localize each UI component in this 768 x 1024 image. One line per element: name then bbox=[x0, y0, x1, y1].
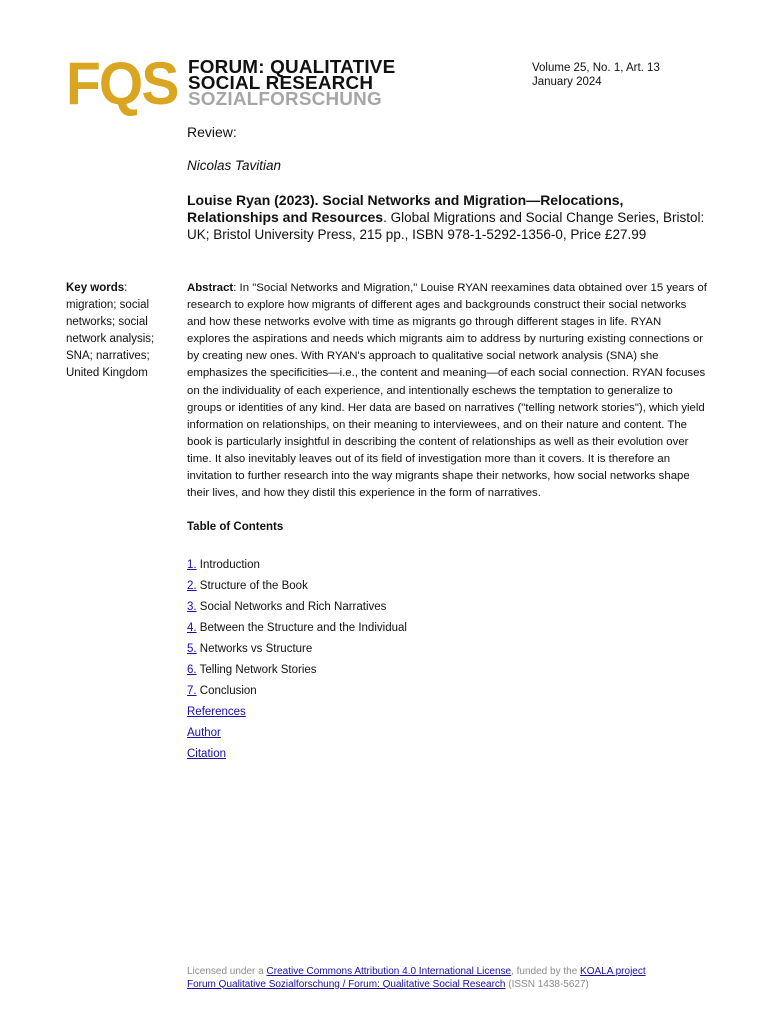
toc-link-7[interactable]: 7. bbox=[187, 685, 197, 697]
footer-line-2 bbox=[187, 979, 646, 992]
abstract-text: : In "Social Networks and Migration," Louise RYAN reexamines data obtained over 15 years of research to explore how migrants of different ages and backgrounds construct their social networks and how these networks evolve with time as migrants go through different stages in life. RYAN explores the aspirations and needs which migrants aim to address by nurturing existing connections or by creating new ones. With RYAN's approach to qualitative social network analysis (SNA) she emphasizes the specificities—i.e., the content and meaning—of each social connection. RYAN focuses on the individuality of each experience, and intentionally eschews the temptation to generalize to groups or identities of any kind. Her data are based on narratives ("telling network stories"), which yield information on relationships, on their meaning to interviewees, and on their nature and content. The book is particularly insightful in describing the content of relationships as well as their evolution over time. It also inevitably leaves out of its field of investigation more than it covers. It is therefore an invitation to further research into the way migrants shape their networks, how social networks shape their lives, and how they distil this experience in the form of narratives. bbox=[187, 282, 707, 500]
review-label: Review: bbox=[187, 124, 237, 140]
book-details: . Global Migrations and Social Change Series, Bristol: UK; Bristol University Press, 215 pp., ISBN 978-1-5292-1356-0, Price £27.99 bbox=[187, 210, 705, 242]
koala-project-link[interactable]: KOALA project bbox=[580, 966, 646, 977]
issue-date: January 2024 bbox=[532, 76, 602, 88]
toc-item bbox=[187, 660, 407, 681]
author-link[interactable]: Author bbox=[187, 727, 221, 739]
toc-label: Networks vs Structure bbox=[199, 643, 313, 655]
reviewer-name: Nicolas Tavitian bbox=[187, 158, 282, 173]
references-link[interactable]: References bbox=[187, 706, 246, 718]
license-footer bbox=[187, 966, 646, 991]
table-of-contents bbox=[187, 555, 407, 765]
toc-link-5[interactable]: 5. bbox=[187, 643, 197, 655]
toc-item bbox=[187, 576, 407, 597]
issue-volume: Volume 25, No. 1, Art. 13 bbox=[532, 62, 660, 74]
logo-line-1: FORUM: QUALITATIVE bbox=[188, 56, 396, 77]
toc-label: Introduction bbox=[199, 559, 260, 571]
toc-label: Structure of the Book bbox=[199, 580, 308, 592]
toc-item bbox=[187, 723, 407, 744]
toc-label: Social Networks and Rich Narratives bbox=[199, 601, 387, 613]
abstract-label: Abstract bbox=[187, 282, 234, 294]
book-citation bbox=[187, 192, 707, 243]
book-title: Louise Ryan (2023). Social Networks and Migration—Relocations, Relationships and Resources bbox=[187, 192, 624, 225]
issue-info bbox=[532, 61, 660, 89]
toc-item bbox=[187, 555, 407, 576]
toc-label: Telling Network Stories bbox=[199, 664, 317, 676]
toc-link-4[interactable]: 4. bbox=[187, 622, 197, 634]
footer-line-1 bbox=[187, 966, 646, 979]
footer-funded-text: , funded by the bbox=[511, 966, 581, 977]
keywords-colon: : bbox=[124, 282, 128, 294]
logo-line-2: SOCIAL RESEARCH bbox=[188, 72, 374, 93]
toc-link-6[interactable]: 6. bbox=[187, 664, 197, 676]
toc-label: Conclusion bbox=[199, 685, 257, 697]
toc-item bbox=[187, 597, 407, 618]
license-link[interactable]: Creative Commons Attribution 4.0 International License bbox=[266, 966, 512, 977]
citation-link[interactable]: Citation bbox=[187, 748, 226, 760]
fqs-logo-mark: FQS bbox=[66, 50, 178, 117]
keywords-block bbox=[66, 280, 166, 383]
abstract bbox=[187, 280, 707, 502]
issn-text: (ISSN 1438-5627) bbox=[505, 978, 589, 990]
logo-line-3: SOZIALFORSCHUNG bbox=[188, 88, 382, 109]
toc-link-3[interactable]: 3. bbox=[187, 601, 197, 613]
keywords-text: migration; social networks; social network analysis; SNA; narratives; United Kingdom bbox=[66, 299, 155, 380]
toc-title: Table of Contents bbox=[187, 521, 284, 533]
footer-licensed-text: Licensed under a bbox=[187, 966, 267, 977]
toc-item bbox=[187, 744, 407, 765]
toc-label: Between the Structure and the Individual bbox=[199, 622, 407, 634]
journal-link[interactable]: Forum Qualitative Sozialforschung / Forum: Qualitative Social Research bbox=[187, 978, 506, 990]
toc-item bbox=[187, 618, 407, 639]
journal-logo-text bbox=[188, 56, 396, 109]
keywords-label: Key words bbox=[66, 282, 125, 294]
toc-item bbox=[187, 681, 407, 702]
toc-item bbox=[187, 639, 407, 660]
toc-link-1[interactable]: 1. bbox=[187, 559, 197, 571]
toc-link-2[interactable]: 2. bbox=[187, 580, 197, 592]
toc-item bbox=[187, 702, 407, 723]
